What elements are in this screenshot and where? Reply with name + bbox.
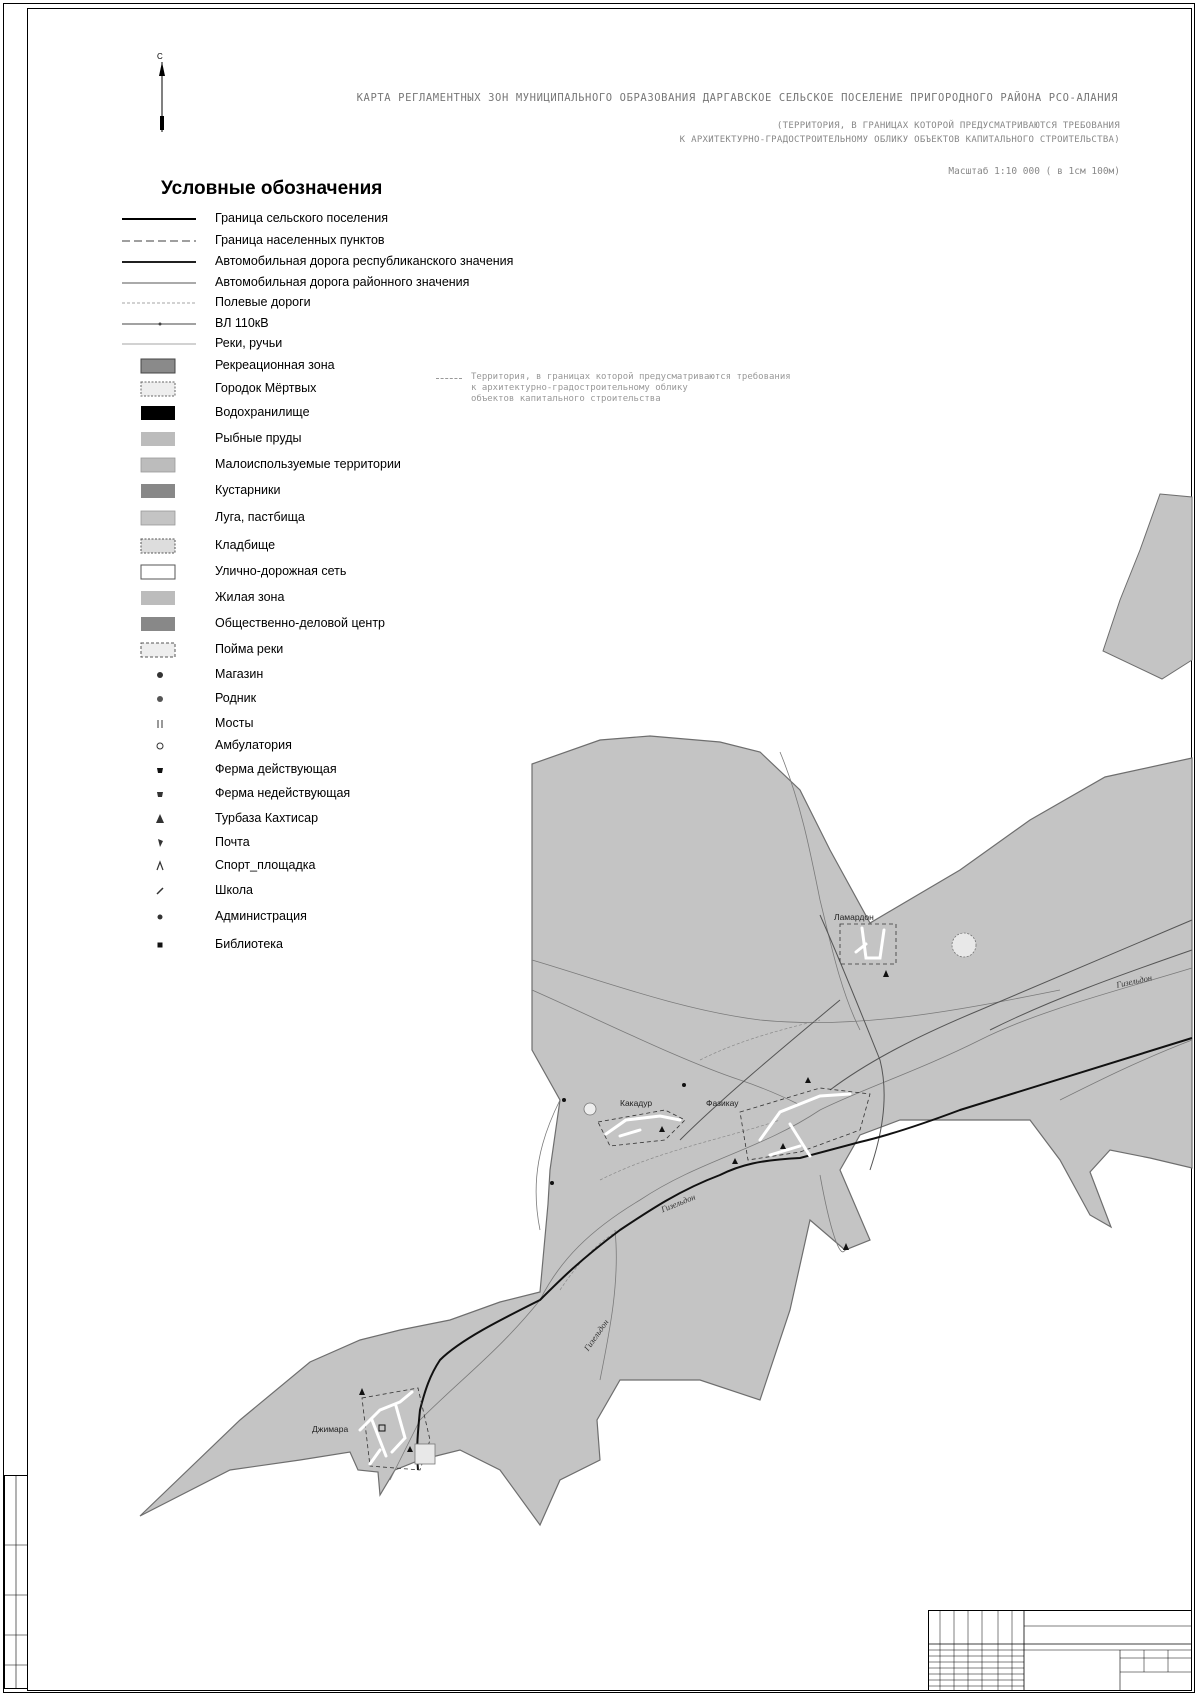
settlement-territory: [140, 736, 1192, 1525]
legend-item-label: Жилая зона: [215, 590, 285, 604]
legend-item-label: Ферма недействующая: [215, 786, 351, 800]
legend-item-label: Турбаза Кахтисар: [215, 811, 319, 825]
legend-item-label: Пойма реки: [215, 642, 284, 656]
legend-item-label: Кладбище: [215, 538, 276, 552]
legend-item-label: Граница сельского поселения: [215, 211, 388, 225]
legend-item-label: Автомобильная дорога районного значения: [215, 275, 470, 289]
north-letter: С: [157, 52, 163, 61]
river-label-gizeldon-3: Гизельдон: [581, 1317, 611, 1353]
legend-item-label: Администрация: [215, 909, 307, 923]
river-label-gizeldon-2: Гизельдон: [659, 1191, 697, 1215]
place-label-lamardon: Ламардон: [834, 912, 874, 922]
map-title: КАРТА РЕГЛАМЕНТНЫХ ЗОН МУНИЦИПАЛЬНОГО ОБРАЗОВАНИЯ ДАРГАВСКОЕ СЕЛЬСКОЕ ПОСЕЛЕНИЕ ПРИГОРОДНОГО РАЙОНА РСО-АЛАНИЯ: [356, 92, 1118, 104]
legend-item-label: Почта: [215, 835, 250, 849]
legend-item-label: Амбулатория: [215, 738, 292, 752]
regulation-note-line2: к архитектурно-градостроительному облику: [471, 383, 688, 393]
legend-item-label: Общественно-деловой центр: [215, 616, 386, 630]
legend-item-label: Рыбные пруды: [215, 431, 302, 445]
legend-item-label: Луга, пастбища: [215, 510, 305, 524]
left-margin-stamp: [4, 1475, 28, 1689]
legend-item-label: Спорт_площадка: [215, 858, 316, 872]
legend-item-label: Кустарники: [215, 483, 281, 497]
legend-item-label: Граница населенных пунктов: [215, 233, 385, 247]
legend-item-label: Мосты: [215, 716, 254, 730]
legend-item-label: ВЛ 110кВ: [215, 316, 269, 330]
legend-item-label: Улично-дорожная сеть: [215, 564, 347, 578]
place-label-dzhimara: Джимара: [312, 1424, 349, 1434]
title-block-stamp: [928, 1610, 1192, 1691]
legend-item-label: Рекреационная зона: [215, 358, 335, 372]
legend-item-label: Библиотека: [215, 937, 283, 951]
shop-icon: [682, 1083, 686, 1087]
legend-item-label: Магазин: [215, 667, 264, 681]
place-label-kakadur: Какадур: [620, 1098, 653, 1108]
necropolis-area: [952, 933, 976, 957]
territory-fragment-east: [1103, 494, 1192, 679]
map-scale: Масштаб 1:10 000 ( в 1см 100м): [948, 166, 1120, 177]
spring-icon-2: [550, 1181, 554, 1185]
legend-item-label: Реки, ручьи: [215, 336, 283, 350]
cemetery-dzhimara: [415, 1444, 435, 1464]
regulation-note-line1: Территория, в границах которой предусматриваются требования: [471, 372, 791, 382]
legend-item-label: Школа: [215, 883, 253, 897]
river-label-gizeldon-1: Гизельдон: [1115, 972, 1153, 990]
legend-item-label: Родник: [215, 691, 257, 705]
legend-item-label: Городок Мёртвых: [215, 381, 317, 395]
place-label-fazikau: Фазикау: [706, 1098, 739, 1108]
spring-icon: [562, 1098, 566, 1102]
legend-item-label: Водохранилище: [215, 405, 310, 419]
legend-item-label: Автомобильная дорога республиканского значения: [215, 254, 514, 268]
legend-item-label: Малоиспользуемые территории: [215, 457, 401, 471]
legend-item-label: Полевые дороги: [215, 295, 311, 309]
map-subtitle-line2: К АРХИТЕКТУРНО-ГРАДОСТРОИТЕЛЬНОМУ ОБЛИКУ ОБЪЕКТОВ КАПИТАЛЬНОГО СТРОИТЕЛЬСТВА): [679, 135, 1120, 145]
regulation-note-line3: объектов капитального строительства: [471, 394, 661, 404]
cemetery-kakadur: [584, 1103, 596, 1115]
legend-item-label: Ферма действующая: [215, 762, 337, 776]
legend-title: Условные обозначения: [161, 178, 383, 199]
map-subtitle-line1: (ТЕРРИТОРИЯ, В ГРАНИЦАХ КОТОРОЙ ПРЕДУСМАТРИВАЮТСЯ ТРЕБОВАНИЯ: [776, 121, 1120, 131]
